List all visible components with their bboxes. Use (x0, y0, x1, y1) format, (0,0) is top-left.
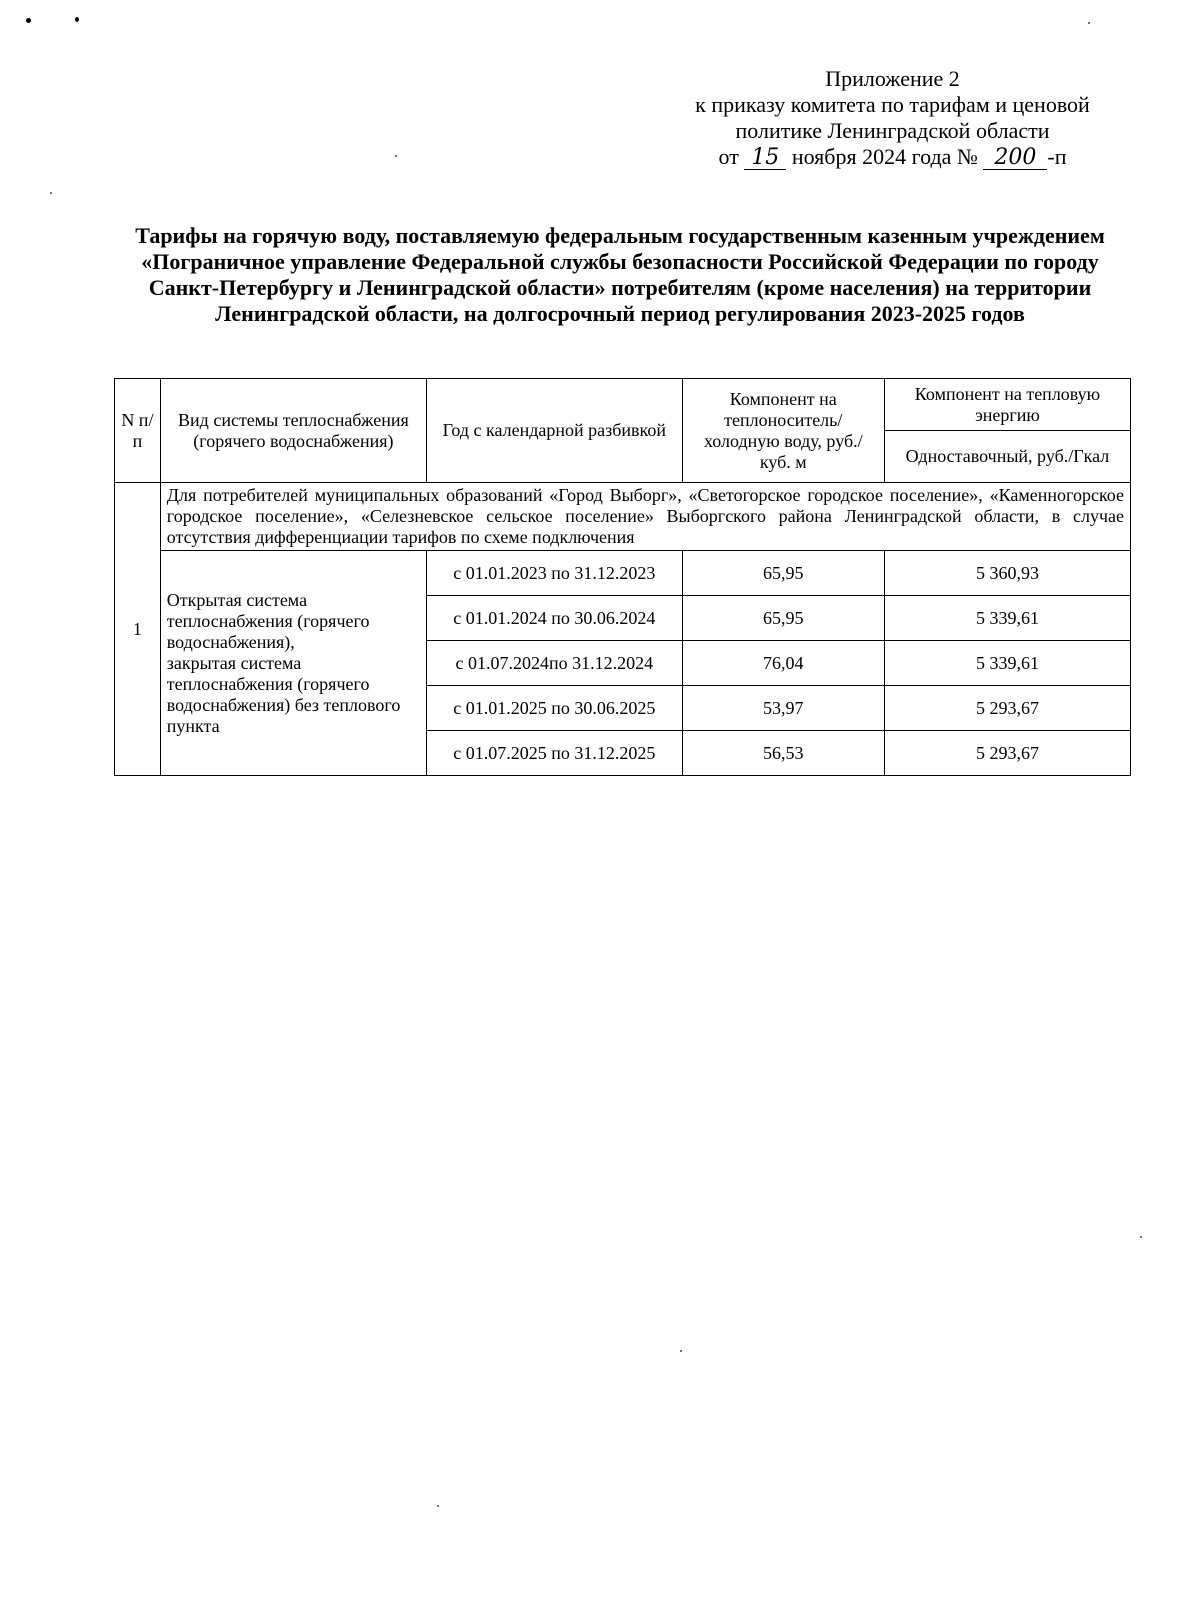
water-value-cell: 76,04 (682, 641, 884, 686)
heat-value-cell: 5 339,61 (884, 641, 1130, 686)
header-heat-component: Компонент на тепловую энергию (884, 379, 1130, 431)
order-date-line (660, 144, 1125, 170)
scan-dot (26, 18, 31, 23)
heat-value-cell: 5 339,61 (884, 596, 1130, 641)
water-value-cell: 53,97 (682, 686, 884, 731)
appendix-header (660, 66, 1125, 170)
scan-speck (395, 155, 397, 157)
scan-speck (437, 1505, 439, 1507)
period-cell: с 01.01.2024 по 30.06.2024 (427, 596, 683, 641)
period-cell: с 01.01.2025 по 30.06.2025 (427, 686, 683, 731)
row-number: 1 (115, 483, 161, 776)
system-type-cell (160, 551, 426, 776)
scan-speck (1088, 22, 1090, 24)
system-type-closed: закрытая система теплоснабжения (горячего водоснабжения) без теплового пункта (166, 652, 401, 736)
water-value-cell: 65,95 (682, 596, 884, 641)
scan-speck (680, 1350, 682, 1352)
date-middle: ноября 2024 года № (791, 144, 978, 169)
header-row (115, 379, 1131, 431)
header-single-rate: Одноставочный, руб./Гкал (884, 431, 1130, 483)
heat-value-cell: 5 293,67 (884, 731, 1130, 776)
water-value-cell: 65,95 (682, 551, 884, 596)
table-row (115, 551, 1131, 596)
period-cell: с 01.07.2025 по 31.12.2025 (427, 731, 683, 776)
appendix-line-1: Приложение 2 (825, 66, 960, 91)
header-year: Год с календарной разбивкой (427, 379, 683, 483)
scan-speck (50, 192, 52, 194)
system-type-open: Открытая система теплоснабжения (горячего водоснабжения), (166, 589, 370, 652)
scan-speck (1140, 1236, 1142, 1238)
header-system-type: Вид системы теплоснабжения (горячего водоснабжения) (160, 379, 426, 483)
date-prefix: от (718, 144, 739, 169)
number-suffix: -п (1047, 144, 1067, 169)
header-n: N п/п (115, 379, 161, 483)
water-value-cell: 56,53 (682, 731, 884, 776)
handwritten-day: 15 (744, 147, 786, 170)
period-cell: с 01.07.2024по 31.12.2024 (427, 641, 683, 686)
header-water-component: Компонент на теплоноситель/ холодную воду, руб./куб. м (682, 379, 884, 483)
tariffs-table (114, 378, 1131, 776)
heat-value-cell: 5 293,67 (884, 686, 1130, 731)
appendix-line-3: политике Ленинградской области (735, 118, 1050, 143)
group-row (115, 483, 1131, 551)
appendix-line-2: к приказу комитета по тарифам и ценовой (695, 92, 1090, 117)
handwritten-order-number: 200 (983, 147, 1047, 170)
consumer-group-description: Для потребителей муниципальных образований «Город Выборг», «Светогорское городское поселение», «Каменногорское городское поселение», «Селезневское сельское поселение» Выборгского района Ленинградской области, в случае отсутствия дифференциации тарифов по схеме подключения (160, 483, 1130, 551)
document-title: Тарифы на горячую воду, поставляемую федеральным государственным казенным учреждением «Пограничное управление Федеральной службы безопасности Российской Федерации по городу Санкт-Петербургу и Ленинградской области» потребителям (кроме населения) на территории Ленинградской области, на долгосрочный период регулирования 2023-2025 годов (135, 223, 1105, 326)
scan-dot (75, 17, 79, 22)
heat-value-cell: 5 360,93 (884, 551, 1130, 596)
period-cell: с 01.01.2023 по 31.12.2023 (427, 551, 683, 596)
